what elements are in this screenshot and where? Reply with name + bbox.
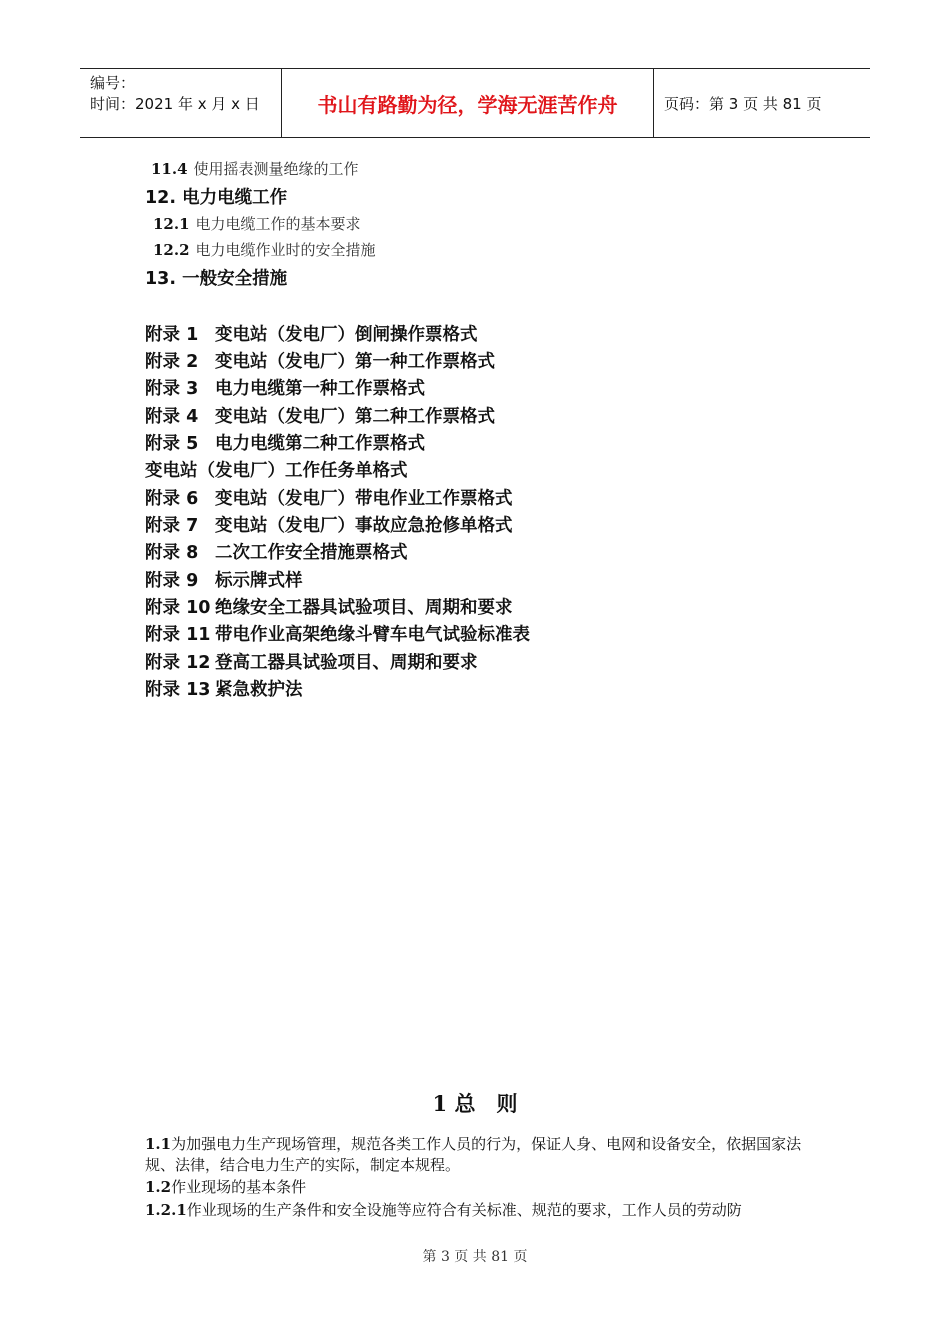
toc-appendix-1[interactable] — [145, 321, 478, 346]
toc-appendix-11[interactable] — [145, 621, 530, 646]
toc-appendix-13[interactable] — [145, 676, 303, 701]
toc-appendix-3[interactable] — [145, 375, 425, 400]
paragraph-number: 1.1 — [145, 1135, 172, 1153]
toc-appendix-9[interactable] — [145, 567, 303, 592]
appendix-label: 附录 6 — [145, 489, 199, 509]
header-meta-cell — [80, 69, 282, 137]
toc-chapter-12[interactable]: 12. 电力电缆工作 — [145, 188, 288, 208]
toc-item-number: 12.1 — [153, 215, 190, 233]
paragraph-number: 1.2.1 — [145, 1201, 187, 1219]
toc-chapter-13[interactable]: 13. 一般安全措施 — [145, 269, 288, 289]
toc-appendix-8[interactable] — [145, 539, 408, 564]
appendix-title: 变电站（发电厂）工作任务单格式 — [145, 461, 408, 481]
appendix-title: 标示牌式样 — [215, 571, 303, 591]
page-footer: 第 3 页 共 81 页 — [422, 1249, 528, 1265]
appendix-label: 附录 8 — [145, 543, 199, 563]
toc-item-number: 11.4 — [151, 160, 188, 178]
page-header — [80, 68, 870, 138]
appendix-title: 带电作业高架绝缘斗臂车电气试验标准表 — [215, 625, 530, 645]
toc-item-text: 电力电缆工作的基本要求 — [195, 215, 361, 233]
appendix-label: 附录 2 — [145, 352, 199, 372]
appendix-label: 附录 11 — [145, 625, 211, 645]
appendix-label: 附录 1 — [145, 325, 199, 345]
appendix-title: 紧急救护法 — [215, 680, 303, 700]
toc-work-task-form[interactable] — [145, 457, 408, 482]
appendix-label: 附录 12 — [145, 653, 211, 673]
appendix-title: 变电站（发电厂）倒闸操作票格式 — [215, 325, 478, 345]
appendix-title: 变电站（发电厂）带电作业工作票格式 — [215, 489, 513, 509]
appendix-label: 附录 9 — [145, 571, 199, 591]
paragraph-text: 作业现场的生产条件和安全设施等应符合有关标准、规范的要求，工作人员的劳动防 — [186, 1201, 742, 1219]
paragraph-text: 为加强电力生产现场管理，规范各类工作人员的行为，保证人身、电网和设备安全，依据国家法规、法律，结合电力生产的实际，制定本规程。 — [145, 1135, 802, 1174]
paragraph-text: 作业现场的基本条件 — [171, 1178, 307, 1196]
appendix-title: 登高工器具试验项目、周期和要求 — [215, 653, 478, 673]
paragraph-1-2 — [145, 1177, 810, 1198]
header-motto: 书山有路勤为径，学海无涯苦作舟 — [282, 69, 654, 137]
appendix-title: 变电站（发电厂）第一种工作票格式 — [215, 352, 495, 372]
toc-item-12-2[interactable] — [153, 239, 376, 260]
appendix-title: 二次工作安全措施票格式 — [215, 543, 408, 563]
toc-item-text: 使用摇表测量绝缘的工作 — [193, 160, 359, 178]
document-time-label: 时间：2021 年 x 月 x 日 — [90, 95, 260, 113]
appendix-title: 变电站（发电厂）事故应急抢修单格式 — [215, 516, 513, 536]
appendix-label: 附录 7 — [145, 516, 199, 536]
paragraph-1-2-1 — [145, 1200, 810, 1221]
appendix-title: 电力电缆第二种工作票格式 — [215, 434, 425, 454]
toc-item-text: 电力电缆作业时的安全措施 — [195, 241, 376, 259]
toc-appendix-4[interactable] — [145, 403, 495, 428]
appendix-label: 附录 5 — [145, 434, 199, 454]
toc-appendix-12[interactable] — [145, 649, 478, 674]
toc-appendix-5[interactable] — [145, 430, 425, 455]
toc-appendix-2[interactable] — [145, 348, 495, 373]
toc-appendix-6[interactable] — [145, 485, 513, 510]
header-page-info: 页码：第 3 页 共 81 页 — [664, 94, 822, 113]
appendix-title: 电力电缆第一种工作票格式 — [215, 379, 425, 399]
appendix-label: 附录 3 — [145, 379, 199, 399]
chapter-title: 1 总 则 — [432, 1091, 518, 1116]
paragraph-number: 1.2 — [145, 1178, 172, 1196]
appendix-label: 附录 4 — [145, 407, 199, 427]
toc-item-number: 12.2 — [153, 241, 190, 259]
toc-item-11-4[interactable] — [151, 158, 359, 179]
document-number-label: 编号： — [90, 74, 136, 92]
appendix-label: 附录 10 — [145, 598, 211, 618]
appendix-label: 附录 13 — [145, 680, 211, 700]
toc-item-12-1[interactable] — [153, 213, 361, 234]
appendix-title: 绝缘安全工器具试验项目、周期和要求 — [215, 598, 513, 618]
paragraph-1-1 — [145, 1134, 810, 1176]
toc-appendix-10[interactable] — [145, 594, 513, 619]
toc-appendix-7[interactable] — [145, 512, 513, 537]
appendix-title: 变电站（发电厂）第二种工作票格式 — [215, 407, 495, 427]
